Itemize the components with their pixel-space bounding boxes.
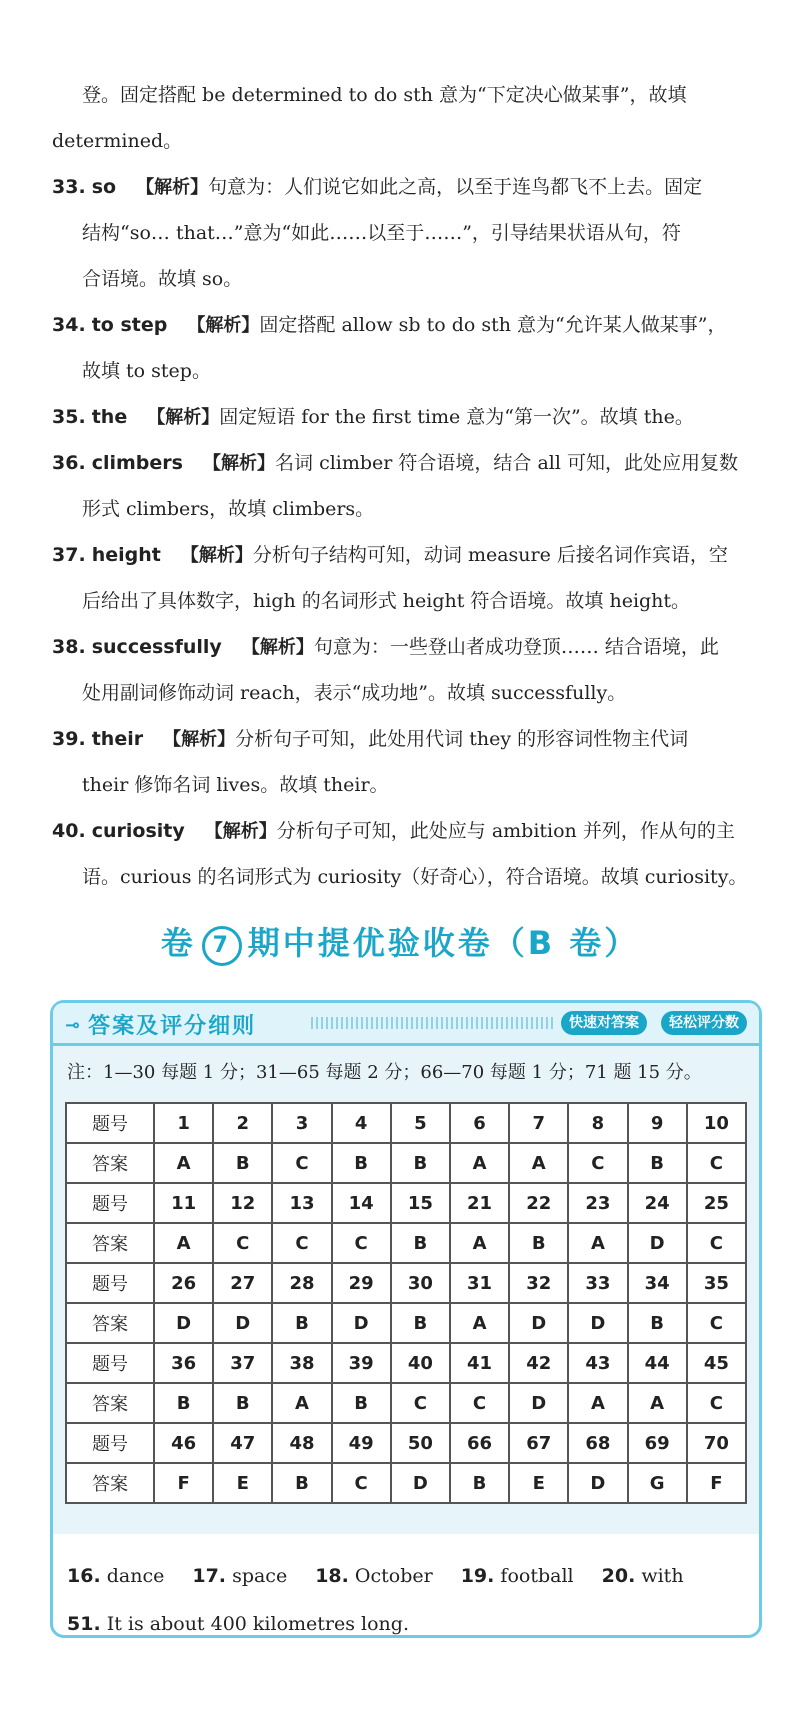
- analysis-tag: 【解析】: [187, 315, 260, 336]
- item-answer: football: [500, 1565, 574, 1587]
- analysis-tag: 【解析】: [203, 453, 276, 474]
- question-number-cell: 14: [332, 1183, 391, 1223]
- question-number-cell: 22: [509, 1183, 568, 1223]
- question-number-cell: 66: [450, 1423, 509, 1463]
- item-number: 33.: [52, 176, 86, 198]
- answer-cell: B: [391, 1223, 450, 1263]
- analysis-text: 分析句子可知，此处应与 ambition 并列，作从句的主: [276, 820, 735, 842]
- answer-cell: B: [154, 1383, 213, 1423]
- answer-item-33: [52, 164, 764, 302]
- answer-cell: B: [213, 1383, 272, 1423]
- answer-row: [66, 1303, 746, 1343]
- analysis-text: 句意为：人们说它如此之高，以至于连鸟都飞不上去。固定: [208, 176, 703, 198]
- answer-item-40: [52, 808, 764, 900]
- analysis-tag: 【解析】: [241, 637, 314, 658]
- item-number: 51.: [67, 1613, 101, 1635]
- question-number-cell: 31: [450, 1263, 509, 1303]
- answer-cell: C: [332, 1223, 391, 1263]
- answer-cell: B: [628, 1143, 687, 1183]
- row-label-number: 题号: [66, 1263, 154, 1303]
- answer-cell: B: [272, 1463, 331, 1503]
- answer-row: [66, 1383, 746, 1423]
- answer-cell: A: [154, 1143, 213, 1183]
- section-title-text: 期中提优验收卷（B 卷）: [247, 924, 640, 962]
- answer-cell: A: [450, 1223, 509, 1263]
- row-label-answer: 答案: [66, 1303, 154, 1343]
- question-number-cell: 49: [332, 1423, 391, 1463]
- row-label-answer: 答案: [66, 1223, 154, 1263]
- answer-cell: C: [687, 1303, 746, 1343]
- analysis-tag: 【解析】: [180, 545, 253, 566]
- question-number-cell: 9: [628, 1103, 687, 1143]
- row-label-answer: 答案: [66, 1143, 154, 1183]
- paragraph-line: 登。固定搭配 be determined to do sth 意为“下定决心做某事”，故填: [82, 84, 687, 106]
- row-label-answer: 答案: [66, 1463, 154, 1503]
- analysis-tag: 【解析】: [163, 729, 236, 750]
- question-number-cell: 68: [568, 1423, 627, 1463]
- question-number-cell: 15: [391, 1183, 450, 1223]
- question-number-cell: 38: [272, 1343, 331, 1383]
- question-number-cell: 6: [450, 1103, 509, 1143]
- question-number-cell: 34: [628, 1263, 687, 1303]
- question-number-cell: 2: [213, 1103, 272, 1143]
- item-number: 38.: [52, 636, 86, 658]
- question-number-cell: 30: [391, 1263, 450, 1303]
- row-label-number: 题号: [66, 1423, 154, 1463]
- answer-cell: D: [509, 1303, 568, 1343]
- paragraph-line: 结构“so… that…”意为“如此……以至于……”，引导结果状语从句，符: [82, 222, 681, 244]
- item-number: 39.: [52, 728, 86, 750]
- item-answer: to step: [91, 314, 168, 336]
- answer-cell: A: [154, 1223, 213, 1263]
- question-number-cell: 47: [213, 1423, 272, 1463]
- analysis-text: 固定搭配 allow sb to do sth 意为“允许某人做某事”，: [259, 314, 727, 336]
- answer-cell: D: [568, 1303, 627, 1343]
- question-number-cell: 12: [213, 1183, 272, 1223]
- answer-cell: A: [568, 1383, 627, 1423]
- paragraph-line: 故填 to step。: [82, 360, 211, 382]
- answer-cell: C: [687, 1223, 746, 1263]
- section-title: [0, 918, 800, 966]
- question-number-cell: 46: [154, 1423, 213, 1463]
- writing-answer: [67, 1613, 409, 1635]
- item-answer: the: [91, 406, 128, 428]
- answer-cell: B: [628, 1303, 687, 1343]
- paragraph-line: determined。: [52, 130, 183, 152]
- answer-cell: C: [687, 1143, 746, 1183]
- question-number-cell: 7: [509, 1103, 568, 1143]
- answer-key-title: [65, 1009, 256, 1040]
- paragraph-line: 处用副词修饰动词 reach，表示“成功地”。故填 successfully。: [82, 682, 627, 704]
- item-answer: height: [91, 544, 161, 566]
- item-answer: so: [91, 176, 117, 198]
- item-answer: It is about 400 kilometres long.: [106, 1613, 409, 1635]
- question-number-cell: 50: [391, 1423, 450, 1463]
- question-number-cell: 11: [154, 1183, 213, 1223]
- item-answer: their: [91, 728, 144, 750]
- question-number-cell: 8: [568, 1103, 627, 1143]
- answer-cell: A: [450, 1143, 509, 1183]
- item-number: 17.: [192, 1565, 227, 1587]
- answer-cell: B: [509, 1223, 568, 1263]
- question-number-cell: 5: [391, 1103, 450, 1143]
- answer-item-39: [52, 716, 764, 808]
- quick-answer-badge: 快速对答案: [561, 1011, 647, 1035]
- paragraph-line: 形式 climbers，故填 climbers。: [82, 498, 375, 520]
- question-number-cell: 67: [509, 1423, 568, 1463]
- item-number: 35.: [52, 406, 86, 428]
- answer-cell: C: [272, 1223, 331, 1263]
- question-number-cell: 42: [509, 1343, 568, 1383]
- answer-row: [66, 1223, 746, 1263]
- row-label-number: 题号: [66, 1343, 154, 1383]
- question-number-cell: 37: [213, 1343, 272, 1383]
- fill-in-item: [192, 1565, 287, 1587]
- analysis-text: 分析句子结构可知，动词 measure 后接名词作宾语，空: [252, 544, 728, 566]
- question-number-cell: 35: [687, 1263, 746, 1303]
- analysis-tag: 【解析】: [136, 177, 209, 198]
- row-label-number: 题号: [66, 1103, 154, 1143]
- paragraph-line: their 修饰名词 lives。故填 their。: [82, 774, 389, 796]
- section-prefix: 卷: [160, 924, 196, 962]
- answer-cell: E: [213, 1463, 272, 1503]
- question-number-cell: 39: [332, 1343, 391, 1383]
- answer-cell: C: [332, 1463, 391, 1503]
- answer-key-table-area: [53, 1046, 759, 1534]
- answer-row: [66, 1463, 746, 1503]
- question-number-cell: 44: [628, 1343, 687, 1383]
- analysis-text: 分析句子可知，此处用代词 they 的形容词性物主代词: [235, 728, 689, 750]
- answer-cell: B: [332, 1143, 391, 1183]
- number-row: [66, 1343, 746, 1383]
- answer-item-36: [52, 440, 764, 532]
- item-number: 16.: [67, 1565, 101, 1587]
- question-number-cell: 70: [687, 1423, 746, 1463]
- answer-item-37: [52, 532, 764, 624]
- answer-key-box: [50, 1000, 762, 1638]
- answer-cell: C: [391, 1383, 450, 1423]
- analysis-tag: 【解析】: [204, 821, 277, 842]
- answer-key-title-text: 答案及评分细则: [88, 1014, 257, 1039]
- answer-cell: B: [450, 1463, 509, 1503]
- paragraph-line: 后给出了具体数字，high 的名词形式 height 符合语境。故填 height。: [82, 590, 691, 612]
- answer-cell: B: [272, 1303, 331, 1343]
- answer-cell: B: [213, 1143, 272, 1183]
- item-number: 40.: [52, 820, 86, 842]
- item-answer: climbers: [91, 452, 183, 474]
- answer-cell: C: [568, 1143, 627, 1183]
- question-number-cell: 28: [272, 1263, 331, 1303]
- decorative-stripes: [311, 1017, 553, 1029]
- question-number-cell: 23: [568, 1183, 627, 1223]
- answer-key-header: [53, 1003, 759, 1046]
- answer-cell: D: [213, 1303, 272, 1343]
- item-answer: with: [641, 1565, 684, 1587]
- row-label-answer: 答案: [66, 1383, 154, 1423]
- question-number-cell: 32: [509, 1263, 568, 1303]
- question-number-cell: 69: [628, 1423, 687, 1463]
- question-number-cell: 45: [687, 1343, 746, 1383]
- item-answer: space: [232, 1565, 288, 1587]
- answer-item-35: [52, 394, 764, 440]
- question-number-cell: 43: [568, 1343, 627, 1383]
- question-number-cell: 10: [687, 1103, 746, 1143]
- scoring-note: 注：1—30 每题 1 分；31—65 每题 2 分；66—70 每题 1 分；71 题 15 分。: [67, 1062, 702, 1083]
- answer-cell: D: [509, 1383, 568, 1423]
- question-number-cell: 29: [332, 1263, 391, 1303]
- fill-in-item: [461, 1565, 574, 1587]
- item-number: 18.: [315, 1565, 349, 1587]
- number-row: [66, 1423, 746, 1463]
- question-number-cell: 1: [154, 1103, 213, 1143]
- answer-item-34: [52, 302, 764, 394]
- easy-scoring-badge: 轻松评分数: [661, 1011, 747, 1035]
- question-number-cell: 48: [272, 1423, 331, 1463]
- item-number: 34.: [52, 314, 86, 336]
- paragraph-continuation: [52, 72, 764, 164]
- answer-cell: A: [272, 1383, 331, 1423]
- question-number-cell: 41: [450, 1343, 509, 1383]
- answer-cell: D: [154, 1303, 213, 1343]
- question-number-cell: 3: [272, 1103, 331, 1143]
- answer-cell: B: [332, 1383, 391, 1423]
- number-row: [66, 1263, 746, 1303]
- question-number-cell: 40: [391, 1343, 450, 1383]
- question-number-cell: 21: [450, 1183, 509, 1223]
- answer-cell: B: [391, 1303, 450, 1343]
- answer-cell: D: [391, 1463, 450, 1503]
- analysis-text: 句意为：一些登山者成功登顶…… 结合语境，此: [313, 636, 719, 658]
- question-number-cell: 13: [272, 1183, 331, 1223]
- answer-cell: F: [687, 1463, 746, 1503]
- item-answer: dance: [106, 1565, 165, 1587]
- answer-cell: A: [509, 1143, 568, 1183]
- analysis-tag: 【解析】: [147, 407, 220, 428]
- answer-cell: C: [272, 1143, 331, 1183]
- analysis-text: 名词 climber 符合语境，结合 all 可知，此处应用复数: [275, 452, 738, 474]
- number-row: [66, 1183, 746, 1223]
- answer-cell: F: [154, 1463, 213, 1503]
- item-number: 20.: [601, 1565, 636, 1587]
- answer-cell: E: [509, 1463, 568, 1503]
- answer-table: [65, 1102, 747, 1504]
- fill-in-item: [602, 1565, 684, 1587]
- question-number-cell: 4: [332, 1103, 391, 1143]
- question-number-cell: 25: [687, 1183, 746, 1223]
- answer-row: [66, 1143, 746, 1183]
- answer-cell: A: [450, 1303, 509, 1343]
- answer-cell: D: [332, 1303, 391, 1343]
- answer-cell: D: [628, 1223, 687, 1263]
- answer-cell: A: [568, 1223, 627, 1263]
- answer-cell: C: [450, 1383, 509, 1423]
- key-icon: ⊸: [65, 1015, 83, 1036]
- fill-in-item: [67, 1565, 164, 1587]
- question-number-cell: 27: [213, 1263, 272, 1303]
- item-answer: successfully: [91, 636, 222, 658]
- answer-cell: C: [213, 1223, 272, 1263]
- answer-cell: B: [391, 1143, 450, 1183]
- paragraph-line: 合语境。故填 so。: [82, 268, 243, 290]
- item-number: 37.: [52, 544, 86, 566]
- question-number-cell: 26: [154, 1263, 213, 1303]
- question-number-cell: 33: [568, 1263, 627, 1303]
- answer-cell: A: [628, 1383, 687, 1423]
- answer-cell: C: [687, 1383, 746, 1423]
- section-number-badge: 7: [202, 926, 242, 966]
- answer-item-38: [52, 624, 764, 716]
- answer-cell: D: [568, 1463, 627, 1503]
- number-row: [66, 1103, 746, 1143]
- item-answer: curiosity: [91, 820, 185, 842]
- paragraph-line: 语。curious 的名词形式为 curiosity（好奇心），符合语境。故填 curiosity。: [82, 866, 748, 888]
- fill-in-item: [315, 1565, 433, 1587]
- question-number-cell: 36: [154, 1343, 213, 1383]
- row-label-number: 题号: [66, 1183, 154, 1223]
- item-answer: October: [354, 1565, 433, 1587]
- analysis-text: 固定短语 for the first time 意为“第一次”。故填 the。: [219, 406, 694, 428]
- item-number: 19.: [460, 1565, 495, 1587]
- answer-cell: G: [628, 1463, 687, 1503]
- question-number-cell: 24: [628, 1183, 687, 1223]
- item-number: 36.: [52, 452, 86, 474]
- fill-in-answers: [67, 1565, 712, 1587]
